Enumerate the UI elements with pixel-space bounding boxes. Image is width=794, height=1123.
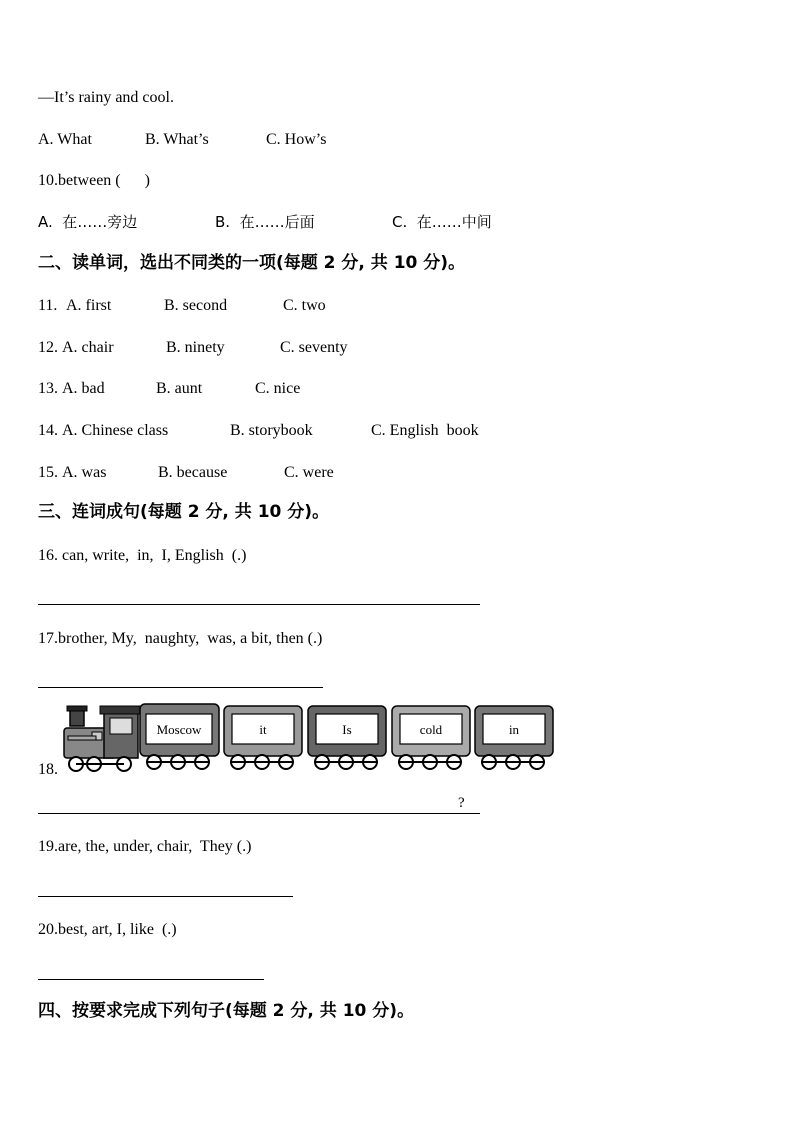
q13-number: 13.: [38, 380, 58, 397]
train-illustration: [60, 702, 560, 776]
train-word-cold: cold: [419, 722, 443, 737]
q10-option-a: A. 在……旁边: [38, 213, 138, 231]
train-car-2: [224, 706, 302, 769]
q14-number: 14.: [38, 422, 58, 439]
q16-answer-line[interactable]: [38, 604, 480, 605]
train-car-3: [308, 706, 386, 769]
q10-stem: 10.between ( ): [38, 172, 150, 189]
train-car-4: [392, 706, 470, 769]
q12-option-a: A. chair: [62, 339, 114, 356]
q13-option-b: B. aunt: [156, 380, 203, 397]
q17-answer-line[interactable]: [38, 687, 323, 688]
q10-option-c: C. 在……中间: [392, 213, 492, 231]
train-word-is: Is: [342, 722, 352, 737]
q18-question-mark: ?: [458, 795, 465, 811]
q12-number: 12.: [38, 339, 58, 356]
section-4-title: 四、按要求完成下列句子(每题 2 分, 共 10 分)。: [38, 1001, 415, 1021]
q18-number: 18.: [38, 761, 58, 778]
section-2-title: 二、读单词，选出不同类的一项(每题 2 分, 共 10 分)。: [38, 253, 466, 273]
train-car-1: [140, 704, 219, 769]
q15-option-c: C. were: [284, 464, 334, 481]
train-car-5: [475, 706, 553, 769]
q11-number: 11.: [38, 297, 62, 314]
q10-option-b: B. 在……后面: [215, 213, 315, 231]
q12-option-c: C. seventy: [280, 339, 348, 356]
q19-stem: 19.are, the, under, chair, They (.): [38, 838, 252, 855]
q11-option-a: A. first: [66, 297, 112, 314]
q17-stem: 17.brother, My, naughty, was, a bit, then (.): [38, 630, 323, 647]
train-word-in: in: [508, 722, 520, 737]
q14-option-b: B. storybook: [230, 422, 313, 439]
q12-option-b: B. ninety: [166, 339, 225, 356]
q11-option-b: B. second: [164, 297, 228, 314]
q20-stem: 20.best, art, I, like (.): [38, 921, 177, 938]
q14-option-c: C. English book: [371, 422, 479, 439]
q9-option-b: B. What’s: [145, 131, 209, 148]
q19-answer-line[interactable]: [38, 896, 293, 897]
q9-option-a: A. What: [38, 131, 92, 148]
train-word-moscow: Moscow: [156, 722, 202, 737]
q9-option-c: C. How’s: [266, 131, 327, 148]
locomotive-icon: [64, 706, 142, 771]
q16-stem: 16. can, write, in, I, English (.): [38, 547, 247, 564]
q15-option-a: A. was: [62, 464, 107, 481]
q15-option-b: B. because: [158, 464, 228, 481]
q14-option-a: A. Chinese class: [62, 422, 169, 439]
q13-option-c: C. nice: [255, 380, 301, 397]
section-3-title: 三、连词成句(每题 2 分, 共 10 分)。: [38, 502, 330, 522]
q15-number: 15.: [38, 464, 58, 481]
q9-answer-line: —It’s rainy and cool.: [38, 89, 174, 106]
q13-option-a: A. bad: [62, 380, 105, 397]
q20-answer-line[interactable]: [38, 979, 264, 980]
q11-option-c: C. two: [283, 297, 326, 314]
q18-answer-line[interactable]: [38, 813, 480, 814]
train-word-it: it: [259, 722, 267, 737]
